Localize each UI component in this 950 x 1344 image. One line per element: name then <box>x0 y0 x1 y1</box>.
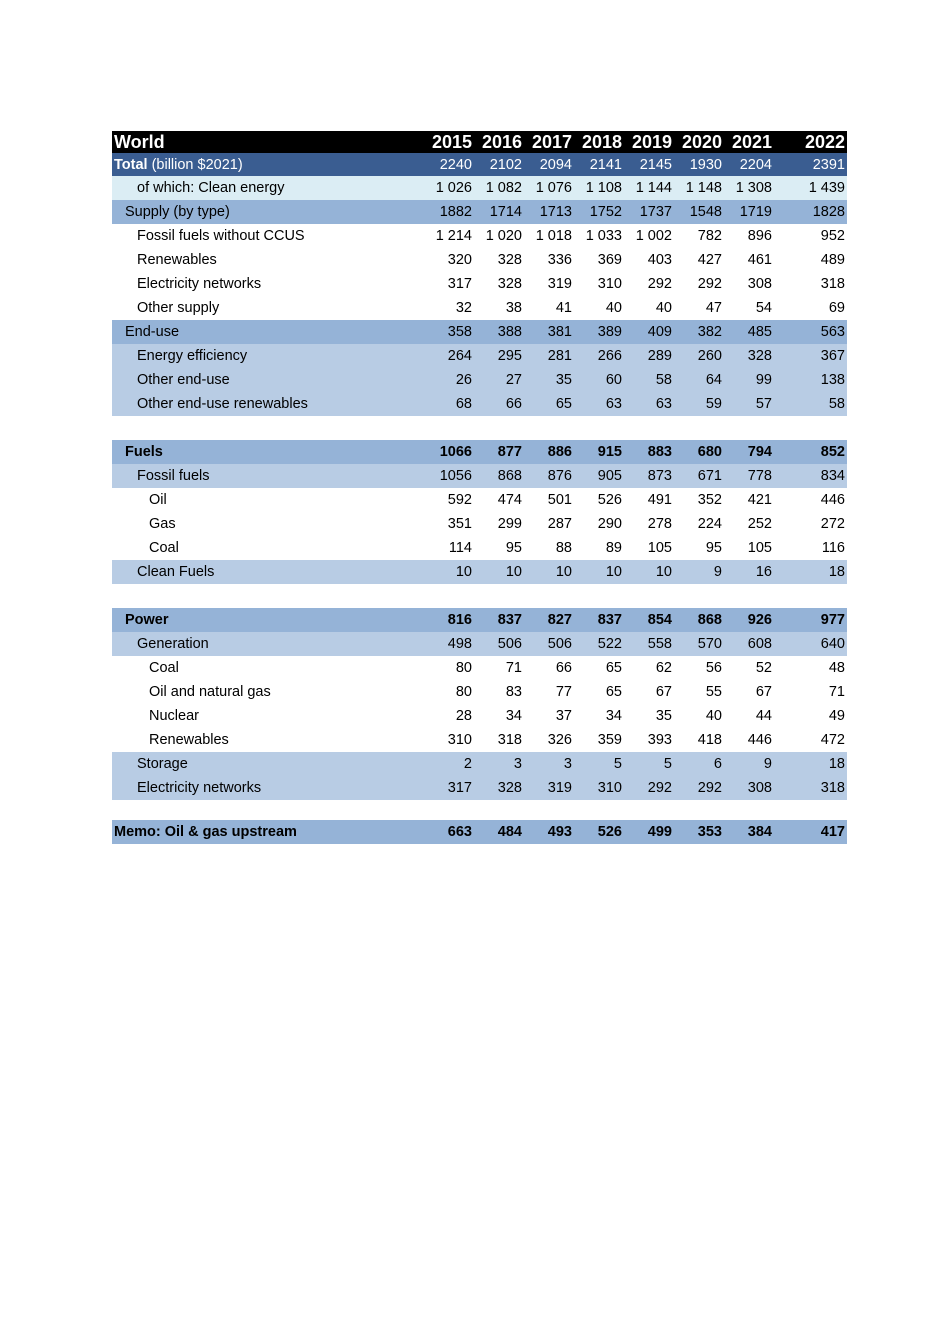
table-cell: 1 076 <box>524 176 574 200</box>
row-label: Power <box>112 608 424 632</box>
table-cell: 116 <box>774 536 847 560</box>
table-cell: 1 082 <box>474 176 524 200</box>
table-cell: 915 <box>574 440 624 464</box>
table-cell: 506 <box>474 632 524 656</box>
table-cell: 289 <box>624 344 674 368</box>
table-cell: 319 <box>524 272 574 296</box>
table-cell: 417 <box>774 820 847 844</box>
table-cell: 484 <box>474 820 524 844</box>
table-row-other-end-use <box>112 368 847 392</box>
row-label: Oil <box>112 488 424 512</box>
table-cell: 1066 <box>424 440 474 464</box>
table-row-other-supply <box>112 296 847 320</box>
table-cell: 498 <box>424 632 474 656</box>
table-cell: 782 <box>674 224 724 248</box>
table-cell: 272 <box>774 512 847 536</box>
year-header: 2017 <box>524 131 574 153</box>
table-cell: 873 <box>624 464 674 488</box>
table-cell: 80 <box>424 680 474 704</box>
table-cell: 794 <box>724 440 774 464</box>
spacer-row <box>112 800 847 820</box>
table-cell: 816 <box>424 608 474 632</box>
table-row-generation <box>112 632 847 656</box>
table-row-fossil-fuels <box>112 464 847 488</box>
table-cell: 352 <box>674 488 724 512</box>
table-cell: 9 <box>674 560 724 584</box>
table-cell: 1714 <box>474 200 524 224</box>
table-cell: 418 <box>674 728 724 752</box>
table-cell: 318 <box>474 728 524 752</box>
table-cell: 287 <box>524 512 574 536</box>
table-cell: 868 <box>474 464 524 488</box>
table-cell: 266 <box>574 344 624 368</box>
year-header: 2022 <box>774 131 847 153</box>
row-label: Generation <box>112 632 424 656</box>
table-cell: 1713 <box>524 200 574 224</box>
table-cell: 69 <box>774 296 847 320</box>
table-cell: 3 <box>474 752 524 776</box>
table-cell: 2240 <box>424 153 474 176</box>
table-cell: 105 <box>724 536 774 560</box>
table-cell: 409 <box>624 320 674 344</box>
table-cell: 1 439 <box>774 176 847 200</box>
table-cell: 52 <box>724 656 774 680</box>
table-cell: 852 <box>774 440 847 464</box>
table-cell: 18 <box>774 560 847 584</box>
table-cell: 310 <box>574 272 624 296</box>
year-header: 2016 <box>474 131 524 153</box>
table-cell: 491 <box>624 488 674 512</box>
table-cell: 489 <box>774 248 847 272</box>
table-cell: 319 <box>524 776 574 800</box>
row-label: Supply (by type) <box>112 200 424 224</box>
table-cell: 88 <box>524 536 574 560</box>
table-cell: 446 <box>774 488 847 512</box>
table-cell: 264 <box>424 344 474 368</box>
table-cell: 5 <box>624 752 674 776</box>
table-cell: 6 <box>674 752 724 776</box>
row-label: Fossil fuels <box>112 464 424 488</box>
region-title: World <box>112 131 424 153</box>
table-cell: 393 <box>624 728 674 752</box>
table-cell: 58 <box>624 368 674 392</box>
table-cell: 292 <box>674 272 724 296</box>
table-row-other-end-use-ren <box>112 392 847 416</box>
row-label: Fossil fuels without CCUS <box>112 224 424 248</box>
table-row-fossil-ccus <box>112 224 847 248</box>
table-cell: 292 <box>674 776 724 800</box>
table-cell: 905 <box>574 464 624 488</box>
table-cell: 318 <box>774 776 847 800</box>
table-cell: 114 <box>424 536 474 560</box>
table-cell: 896 <box>724 224 774 248</box>
table-cell: 66 <box>474 392 524 416</box>
row-label: Memo: Oil & gas upstream <box>112 820 424 844</box>
table-cell: 351 <box>424 512 474 536</box>
table-cell: 80 <box>424 656 474 680</box>
table-cell: 1 144 <box>624 176 674 200</box>
table-cell: 1 108 <box>574 176 624 200</box>
table-cell: 95 <box>474 536 524 560</box>
table-cell: 48 <box>774 656 847 680</box>
table-cell: 299 <box>474 512 524 536</box>
table-cell: 10 <box>574 560 624 584</box>
table-cell: 1 026 <box>424 176 474 200</box>
table-cell: 57 <box>724 392 774 416</box>
table-cell: 320 <box>424 248 474 272</box>
table-row-nuclear <box>112 704 847 728</box>
table-cell: 558 <box>624 632 674 656</box>
table-cell: 77 <box>524 680 574 704</box>
table-row-supply <box>112 200 847 224</box>
table-cell: 328 <box>474 272 524 296</box>
table-cell: 26 <box>424 368 474 392</box>
table-cell: 854 <box>624 608 674 632</box>
table-cell: 1056 <box>424 464 474 488</box>
row-label: Other end-use renewables <box>112 392 424 416</box>
table-cell: 877 <box>474 440 524 464</box>
row-label: Electricity networks <box>112 272 424 296</box>
table-row-memo <box>112 820 847 844</box>
table-cell: 2102 <box>474 153 524 176</box>
table-cell: 35 <box>624 704 674 728</box>
table-cell: 1752 <box>574 200 624 224</box>
table-cell: 926 <box>724 608 774 632</box>
table-row-coal-power <box>112 656 847 680</box>
table-cell: 485 <box>724 320 774 344</box>
table-row-oil-gas <box>112 680 847 704</box>
table-cell: 67 <box>724 680 774 704</box>
table-cell: 308 <box>724 272 774 296</box>
table-cell: 1930 <box>674 153 724 176</box>
table-cell: 44 <box>724 704 774 728</box>
row-label: End-use <box>112 320 424 344</box>
table-cell: 1 308 <box>724 176 774 200</box>
table-cell: 827 <box>524 608 574 632</box>
table-cell: 68 <box>424 392 474 416</box>
table-cell: 55 <box>674 680 724 704</box>
table-cell: 671 <box>674 464 724 488</box>
table-cell: 328 <box>474 776 524 800</box>
table-cell: 290 <box>574 512 624 536</box>
table-cell: 358 <box>424 320 474 344</box>
table-cell: 83 <box>474 680 524 704</box>
table-cell: 41 <box>524 296 574 320</box>
table-cell: 63 <box>574 392 624 416</box>
investment-table-sheet <box>112 131 847 844</box>
table-cell: 403 <box>624 248 674 272</box>
table-cell: 295 <box>474 344 524 368</box>
table-cell: 292 <box>624 776 674 800</box>
table-row-oil <box>112 488 847 512</box>
row-label: of which: Clean energy <box>112 176 424 200</box>
table-cell: 71 <box>474 656 524 680</box>
table-row-renewables-power <box>112 728 847 752</box>
table-cell: 427 <box>674 248 724 272</box>
row-label: Gas <box>112 512 424 536</box>
table-cell: 886 <box>524 440 574 464</box>
table-cell: 99 <box>724 368 774 392</box>
table-cell: 388 <box>474 320 524 344</box>
spacer-cell <box>112 800 847 820</box>
table-cell: 32 <box>424 296 474 320</box>
table-cell: 47 <box>674 296 724 320</box>
table-cell: 2094 <box>524 153 574 176</box>
table-cell: 522 <box>574 632 624 656</box>
table-cell: 49 <box>774 704 847 728</box>
table-cell: 95 <box>674 536 724 560</box>
table-cell: 67 <box>624 680 674 704</box>
table-cell: 472 <box>774 728 847 752</box>
total-label-bold: Total <box>114 156 148 173</box>
table-row-renewables <box>112 248 847 272</box>
table-cell: 40 <box>574 296 624 320</box>
row-label: Coal <box>112 656 424 680</box>
table-cell: 876 <box>524 464 574 488</box>
table-row-elec-networks <box>112 272 847 296</box>
table-cell: 317 <box>424 272 474 296</box>
table-cell: 474 <box>474 488 524 512</box>
table-cell: 1 148 <box>674 176 724 200</box>
row-label: Clean Fuels <box>112 560 424 584</box>
table-cell: 570 <box>674 632 724 656</box>
table-cell: 1 018 <box>524 224 574 248</box>
row-label: Fuels <box>112 440 424 464</box>
table-cell: 2145 <box>624 153 674 176</box>
table-cell: 58 <box>774 392 847 416</box>
table-cell: 65 <box>574 680 624 704</box>
table-cell: 382 <box>674 320 724 344</box>
table-cell: 336 <box>524 248 574 272</box>
table-row-gas <box>112 512 847 536</box>
table-cell: 1737 <box>624 200 674 224</box>
table-cell: 56 <box>674 656 724 680</box>
table-row-power <box>112 608 847 632</box>
table-cell: 506 <box>524 632 574 656</box>
row-label: Renewables <box>112 248 424 272</box>
total-label-unit: (billion $2021) <box>147 156 243 173</box>
table-cell: 54 <box>724 296 774 320</box>
table-cell: 1 002 <box>624 224 674 248</box>
table-cell: 837 <box>474 608 524 632</box>
table-cell: 224 <box>674 512 724 536</box>
row-label <box>112 153 424 176</box>
table-cell: 834 <box>774 464 847 488</box>
table-cell: 526 <box>574 820 624 844</box>
spacer-cell <box>112 584 847 608</box>
investment-table <box>112 131 847 844</box>
table-row-end-use <box>112 320 847 344</box>
table-row-storage <box>112 752 847 776</box>
table-cell: 446 <box>724 728 774 752</box>
table-cell: 65 <box>574 656 624 680</box>
spacer-row <box>112 584 847 608</box>
table-cell: 837 <box>574 608 624 632</box>
year-header: 2019 <box>624 131 674 153</box>
row-label: Coal <box>112 536 424 560</box>
table-cell: 977 <box>774 608 847 632</box>
table-row-clean <box>112 176 847 200</box>
year-header: 2021 <box>724 131 774 153</box>
table-cell: 2 <box>424 752 474 776</box>
table-cell: 310 <box>424 728 474 752</box>
row-label: Nuclear <box>112 704 424 728</box>
header-row <box>112 131 847 153</box>
year-header: 2020 <box>674 131 724 153</box>
table-cell: 2141 <box>574 153 624 176</box>
table-cell: 310 <box>574 776 624 800</box>
table-cell: 592 <box>424 488 474 512</box>
table-cell: 2204 <box>724 153 774 176</box>
table-row-coal-fuel <box>112 536 847 560</box>
table-cell: 1719 <box>724 200 774 224</box>
table-cell: 64 <box>674 368 724 392</box>
table-cell: 1 033 <box>574 224 624 248</box>
row-label: Other end-use <box>112 368 424 392</box>
table-row-fuels <box>112 440 847 464</box>
table-cell: 34 <box>474 704 524 728</box>
table-cell: 563 <box>774 320 847 344</box>
table-cell: 384 <box>724 820 774 844</box>
table-cell: 3 <box>524 752 574 776</box>
table-cell: 10 <box>524 560 574 584</box>
table-cell: 952 <box>774 224 847 248</box>
table-cell: 389 <box>574 320 624 344</box>
table-cell: 252 <box>724 512 774 536</box>
table-cell: 317 <box>424 776 474 800</box>
table-cell: 640 <box>774 632 847 656</box>
table-cell: 60 <box>574 368 624 392</box>
table-cell: 2391 <box>774 153 847 176</box>
table-cell: 34 <box>574 704 624 728</box>
table-cell: 40 <box>624 296 674 320</box>
row-label: Storage <box>112 752 424 776</box>
table-row-clean-fuels <box>112 560 847 584</box>
table-cell: 1882 <box>424 200 474 224</box>
table-cell: 318 <box>774 272 847 296</box>
table-cell: 89 <box>574 536 624 560</box>
table-cell: 281 <box>524 344 574 368</box>
table-row-efficiency <box>112 344 847 368</box>
row-label: Other supply <box>112 296 424 320</box>
table-cell: 105 <box>624 536 674 560</box>
table-cell: 27 <box>474 368 524 392</box>
table-cell: 369 <box>574 248 624 272</box>
table-cell: 71 <box>774 680 847 704</box>
table-cell: 18 <box>774 752 847 776</box>
table-cell: 381 <box>524 320 574 344</box>
table-cell: 608 <box>724 632 774 656</box>
table-cell: 359 <box>574 728 624 752</box>
table-cell: 38 <box>474 296 524 320</box>
table-cell: 680 <box>674 440 724 464</box>
table-cell: 778 <box>724 464 774 488</box>
table-cell: 278 <box>624 512 674 536</box>
table-cell: 37 <box>524 704 574 728</box>
total-row <box>112 153 847 176</box>
table-cell: 35 <box>524 368 574 392</box>
table-cell: 10 <box>624 560 674 584</box>
table-cell: 461 <box>724 248 774 272</box>
table-cell: 328 <box>474 248 524 272</box>
table-cell: 138 <box>774 368 847 392</box>
table-cell: 367 <box>774 344 847 368</box>
table-cell: 1828 <box>774 200 847 224</box>
table-cell: 1548 <box>674 200 724 224</box>
row-label: Energy efficiency <box>112 344 424 368</box>
table-cell: 526 <box>574 488 624 512</box>
table-cell: 292 <box>624 272 674 296</box>
table-row-elec-networks-power <box>112 776 847 800</box>
table-cell: 62 <box>624 656 674 680</box>
table-cell: 328 <box>724 344 774 368</box>
row-label: Electricity networks <box>112 776 424 800</box>
table-cell: 65 <box>524 392 574 416</box>
table-cell: 10 <box>424 560 474 584</box>
table-cell: 1 020 <box>474 224 524 248</box>
row-label: Oil and natural gas <box>112 680 424 704</box>
table-cell: 493 <box>524 820 574 844</box>
table-cell: 326 <box>524 728 574 752</box>
table-cell: 10 <box>474 560 524 584</box>
table-cell: 66 <box>524 656 574 680</box>
table-cell: 59 <box>674 392 724 416</box>
table-cell: 663 <box>424 820 474 844</box>
table-cell: 5 <box>574 752 624 776</box>
table-cell: 1 214 <box>424 224 474 248</box>
table-cell: 883 <box>624 440 674 464</box>
table-cell: 9 <box>724 752 774 776</box>
table-cell: 28 <box>424 704 474 728</box>
table-cell: 260 <box>674 344 724 368</box>
spacer-cell <box>112 416 847 440</box>
table-cell: 868 <box>674 608 724 632</box>
table-cell: 501 <box>524 488 574 512</box>
table-cell: 63 <box>624 392 674 416</box>
table-cell: 421 <box>724 488 774 512</box>
spacer-row <box>112 416 847 440</box>
year-header: 2018 <box>574 131 624 153</box>
year-header: 2015 <box>424 131 474 153</box>
row-label: Renewables <box>112 728 424 752</box>
table-cell: 308 <box>724 776 774 800</box>
table-cell: 499 <box>624 820 674 844</box>
table-cell: 16 <box>724 560 774 584</box>
table-cell: 40 <box>674 704 724 728</box>
table-cell: 353 <box>674 820 724 844</box>
